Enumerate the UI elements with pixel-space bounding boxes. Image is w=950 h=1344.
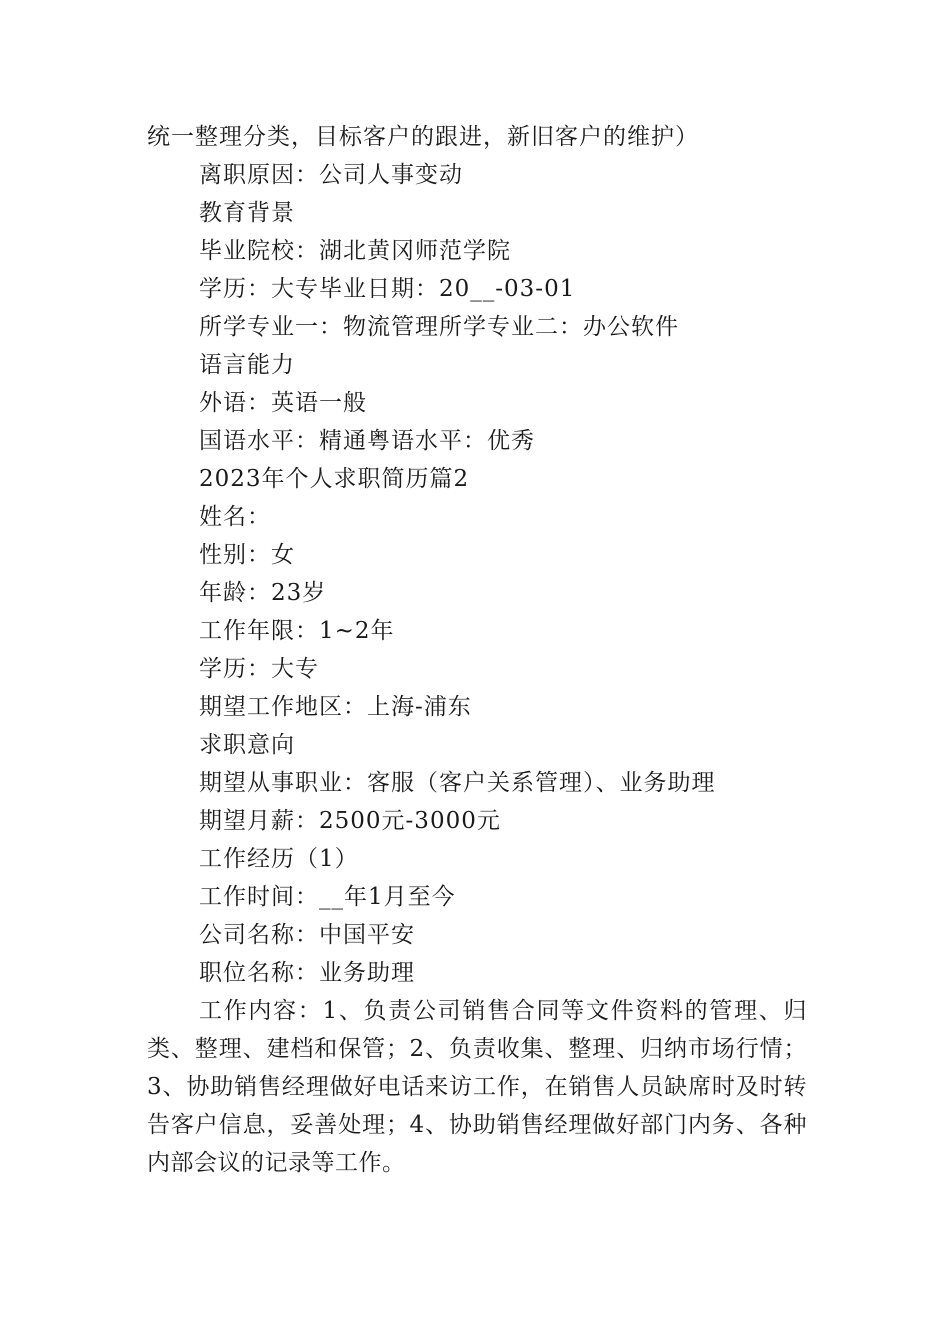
text-line-leave-reason: 离职原因：公司人事变动 bbox=[199, 162, 463, 188]
paragraph-work-content: 工作内容：1、负责公司销售合同等文件资料的管理、归类、整理、建档和保管；2、负责收集、整理、归纳市场行情；3、协助销售经理做好电话来访工作，在销售人员缺席时及时转告客户信息，妥善处理；4、协助销售经理做好部门内务、各种内部会议的记录等工作。 bbox=[147, 998, 807, 1176]
section-title-resume-2: 2023年个人求职简历篇2 bbox=[199, 466, 470, 492]
text-line-desired-location: 期望工作地区：上海-浦东 bbox=[199, 694, 472, 720]
text-line-work-period: 工作时间：__年1月至今 bbox=[199, 884, 456, 910]
text-line-continuation: 统一整理分类，目标客户的跟进，新旧客户的维护） bbox=[147, 124, 699, 150]
section-heading-language: 语言能力 bbox=[199, 352, 295, 378]
document-body bbox=[147, 118, 807, 1182]
section-heading-job-intention: 求职意向 bbox=[199, 732, 295, 758]
text-line-majors: 所学专业一：物流管理所学专业二：办公软件 bbox=[199, 314, 679, 340]
section-heading-education: 教育背景 bbox=[199, 200, 295, 226]
text-line-desired-salary: 期望月薪：2500元-3000元 bbox=[199, 808, 501, 834]
text-line-mandarin-cantonese: 国语水平：精通粤语水平：优秀 bbox=[199, 428, 535, 454]
text-line-work-years: 工作年限：1~2年 bbox=[199, 618, 395, 644]
text-line-age: 年龄：23岁 bbox=[199, 580, 327, 606]
text-line-name: 姓名： bbox=[199, 504, 271, 530]
text-line-foreign-language: 外语：英语一般 bbox=[199, 390, 367, 416]
text-line-company: 公司名称：中国平安 bbox=[199, 922, 415, 948]
text-line-school: 毕业院校：湖北黄冈师范学院 bbox=[199, 238, 511, 264]
section-heading-work-experience: 工作经历（1） bbox=[199, 846, 359, 872]
text-line-degree-graduation: 学历：大专毕业日期：20__-03-01 bbox=[199, 276, 576, 302]
text-line-desired-position: 期望从事职业：客服（客户关系管理）、业务助理 bbox=[199, 770, 716, 796]
text-line-gender: 性别：女 bbox=[199, 542, 295, 568]
text-line-education-level: 学历：大专 bbox=[199, 656, 319, 682]
text-line-job-title: 职位名称：业务助理 bbox=[199, 960, 415, 986]
